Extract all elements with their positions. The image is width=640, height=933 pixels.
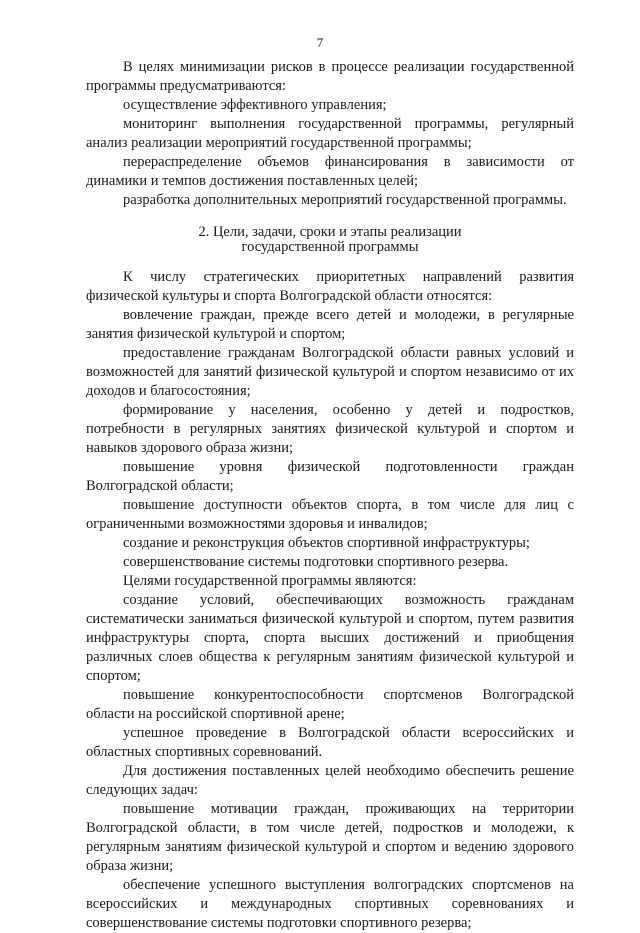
section-heading-line-2: государственной программы [241, 239, 419, 255]
section-heading-line-1: 2. Цели, задачи, сроки и этапы реализации [198, 224, 462, 240]
paragraph: вовлечение граждан, прежде всего детей и молодежи, в регулярные занятия физической культурой и спортом; [86, 307, 574, 342]
paragraph: Целями государственной программы являются: [123, 573, 417, 589]
paragraph: формирование у населения, особенно у детей и подростков, потребности в регулярных занятиях физической культурой и спортом и навыков здорового образа жизни; [86, 402, 574, 456]
paragraph: К числу стратегических приоритетных направлений развития физической культуры и спорта Волгоградской области относятся: [86, 269, 574, 304]
section-heading [86, 225, 574, 255]
paragraph: предоставление гражданам Волгоградской области равных условий и возможностей для занятий физической культурой и спортом независимо от их доходов и благосостояния; [86, 345, 574, 399]
paragraph: разработка дополнительных мероприятий государственной программы. [123, 192, 567, 208]
section-risk-measures [86, 58, 574, 210]
paragraph: создание и реконструкция объектов спортивной инфраструктуры; [123, 535, 530, 551]
paragraph: обеспечение успешного выступления волгоградских спортсменов на всероссийских и международных спортивных соревнованиях и совершенствование системы подготовки спортивного резерва; [86, 877, 574, 931]
paragraph: повышение конкурентоспособности спортсменов Волгоградской области на российской спортивной арене; [86, 687, 574, 722]
paragraph: повышение мотивации граждан, проживающих на территории Волгоградской области, в том числе детей, подростков и молодежи, к регулярным занятиям физической культурой и спортом и ведению здорового образа жизни; [86, 801, 574, 874]
paragraph: В целях минимизации рисков в процессе реализации государственной программы предусматриваются: [86, 59, 574, 94]
page-number: 7 [316, 35, 324, 50]
paragraph: совершенствование системы подготовки спортивного резерва. [123, 554, 509, 570]
section-goals-tasks [86, 268, 574, 933]
paragraph: успешное проведение в Волгоградской области всероссийских и областных спортивных соревнований. [86, 725, 574, 760]
paragraph: мониторинг выполнения государственной программы, регулярный анализ реализации мероприятий государственной программы; [86, 116, 574, 151]
paragraph: повышение доступности объектов спорта, в том числе для лиц с ограниченными возможностями здоровья и инвалидов; [86, 497, 574, 532]
paragraph: создание условий, обеспечивающих возможность гражданам систематически заниматься физической культурой и спортом, путем развития инфраструктуры спорта, спорта высших достижений и приобщения различных слоев общества к регулярным занятиям физической культурой и спортом; [86, 592, 574, 684]
paragraph: повышение уровня физической подготовленности граждан Волгоградской области; [86, 459, 574, 494]
paragraph: осуществление эффективного управления; [123, 97, 387, 113]
paragraph: Для достижения поставленных целей необходимо обеспечить решение следующих задач: [86, 763, 574, 798]
document-body [86, 58, 574, 933]
paragraph: перераспределение объемов финансирования в зависимости от динамики и темпов достижения поставленных целей; [86, 154, 574, 189]
